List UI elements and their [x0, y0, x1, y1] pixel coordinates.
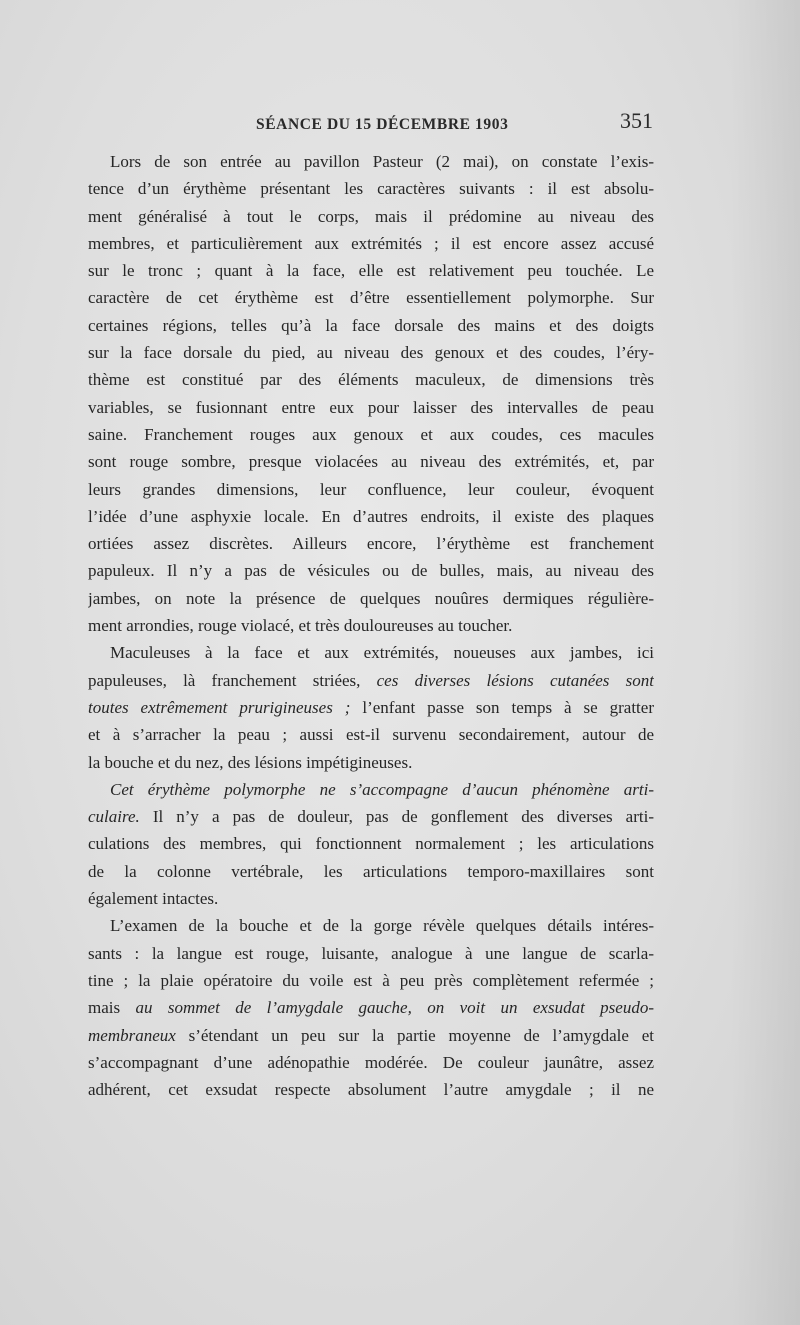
text-span: adhérent, cet exsudat respecte absolument l’autre amygdale ; il ne: [88, 1080, 654, 1100]
text-line: [88, 476, 654, 503]
text-line: [88, 394, 654, 421]
text-span: l’idée d’une asphyxie locale. En d’autres endroits, il existe des plaques: [88, 506, 654, 526]
text-line: [88, 967, 654, 994]
text-line: [88, 339, 654, 366]
text-line: [88, 148, 654, 175]
text-line: [88, 312, 654, 339]
text-span: membres, et particulièrement aux extrémités ; il est encore assez accusé: [88, 233, 654, 253]
italic-text: au sommet de l’amygdale gauche, on voit un exsudat pseudo-: [135, 998, 654, 1018]
text-line: [88, 503, 654, 530]
text-span: culations des membres, qui fonctionnent normalement ; les articulations: [88, 834, 654, 854]
text-line: [88, 639, 654, 666]
text-span: ortiées assez discrètes. Ailleurs encore, l’érythème est franchement: [88, 534, 654, 554]
text-span: et à s’arracher la peau ; aussi est-il survenu secondairement, autour de: [88, 725, 654, 745]
text-span: l’enfant passe son temps à se gratter: [350, 697, 654, 717]
page-number: 351: [620, 108, 653, 133]
text-line: [88, 667, 654, 694]
text-line: [88, 530, 654, 557]
italic-text: membraneux: [88, 1025, 176, 1045]
text-line: [88, 830, 654, 857]
text-line: [88, 585, 654, 612]
text-line: [88, 1022, 654, 1049]
text-span: également intactes.: [88, 889, 219, 909]
text-span: caractère de cet érythème est d’être essentiellement polymorphe. Sur: [88, 288, 654, 308]
text-span: s’étendant un peu sur la partie moyenne de l’amygdale et: [175, 1025, 654, 1045]
text-span: sants : la langue est rouge, luisante, analogue à une langue de scarla-: [88, 943, 654, 963]
text-span: Il n’y a pas de douleur, pas de gonflement des diverses arti-: [139, 807, 654, 827]
text-line: [88, 284, 654, 311]
text-span: mais: [88, 998, 136, 1018]
text-line: [88, 776, 654, 803]
text-span: sur la face dorsale du pied, au niveau des genoux et des coudes, l’éry-: [88, 343, 654, 363]
text-span: L’examen de la bouche et de la gorge révèle quelques détails intéres-: [110, 916, 654, 936]
text-span: ment arrondies, rouge violacé, et très douloureuses au toucher.: [88, 616, 513, 636]
text-span: ment généralisé à tout le corps, mais il prédomine au niveau des: [88, 206, 654, 226]
text-line: [88, 230, 654, 257]
italic-text: culaire.: [88, 807, 140, 827]
text-line: [88, 721, 654, 748]
paragraph: [88, 912, 654, 1103]
text-line: [88, 203, 654, 230]
text-line: [88, 912, 654, 939]
text-span: sur le tronc ; quant à la face, elle est relativement peu touchée. Le: [88, 261, 654, 281]
paragraph: [88, 148, 654, 639]
page-header: [0, 108, 800, 138]
italic-text: toutes extrêmement prurigineuses ;: [88, 697, 351, 717]
text-span: de la colonne vertébrale, les articulations temporo-maxillaires sont: [88, 861, 654, 881]
text-line: [88, 257, 654, 284]
text-span: Lors de son entrée au pavillon Pasteur (2 mai), on constate l’exis-: [110, 152, 654, 171]
text-line: [88, 366, 654, 393]
text-span: la bouche et du nez, des lésions impétigineuses.: [88, 752, 413, 772]
text-span: thème est constitué par des éléments maculeux, de dimensions très: [88, 370, 654, 390]
text-line: [88, 803, 654, 830]
text-line: [88, 421, 654, 448]
text-span: variables, se fusionnant entre eux pour laisser des intervalles de peau: [88, 397, 654, 417]
text-line: [88, 940, 654, 967]
text-span: jambes, on note la présence de quelques nouûres dermiques régulière-: [88, 588, 654, 608]
text-span: sont rouge sombre, presque violacées au niveau des extrémités, et, par: [88, 452, 654, 472]
text-line: [88, 175, 654, 202]
text-line: [88, 1049, 654, 1076]
running-head: SÉANCE DU 15 DÉCEMBRE 1903: [256, 116, 509, 133]
italic-text: Cet érythème polymorphe ne s’accompagne d’aucun phénomène arti-: [110, 779, 654, 799]
text-span: leurs grandes dimensions, leur confluence, leur couleur, évoquent: [88, 479, 654, 499]
text-span: certaines régions, telles qu’à la face dorsale des mains et des doigts: [88, 315, 654, 335]
text-line: [88, 749, 654, 776]
text-line: [88, 885, 654, 912]
text-span: s’accompagnant d’une adénopathie modérée. De couleur jaunâtre, assez: [88, 1052, 654, 1072]
paragraph: [88, 776, 654, 912]
text-line: [88, 448, 654, 475]
text-line: [88, 1076, 654, 1103]
text-line: [88, 557, 654, 584]
text-span: papuleuses, là franchement striées,: [88, 670, 377, 690]
body-text: [88, 148, 654, 1103]
text-span: tine ; la plaie opératoire du voile est à peu près complètement refermée ;: [88, 970, 654, 990]
italic-text: ces diverses lésions cutanées sont: [376, 670, 654, 690]
paragraph: [88, 639, 654, 775]
text-line: [88, 694, 654, 721]
text-span: papuleux. Il n’y a pas de vésicules ou de bulles, mais, au niveau des: [88, 561, 654, 581]
text-span: saine. Franchement rouges aux genoux et aux coudes, ces macules: [88, 424, 654, 444]
text-line: [88, 612, 654, 639]
text-span: tence d’un érythème présentant les caractères suivants : il est absolu-: [88, 179, 654, 199]
text-line: [88, 994, 654, 1021]
text-line: [88, 858, 654, 885]
text-span: Maculeuses à la face et aux extrémités, noueuses aux jambes, ici: [110, 643, 654, 663]
